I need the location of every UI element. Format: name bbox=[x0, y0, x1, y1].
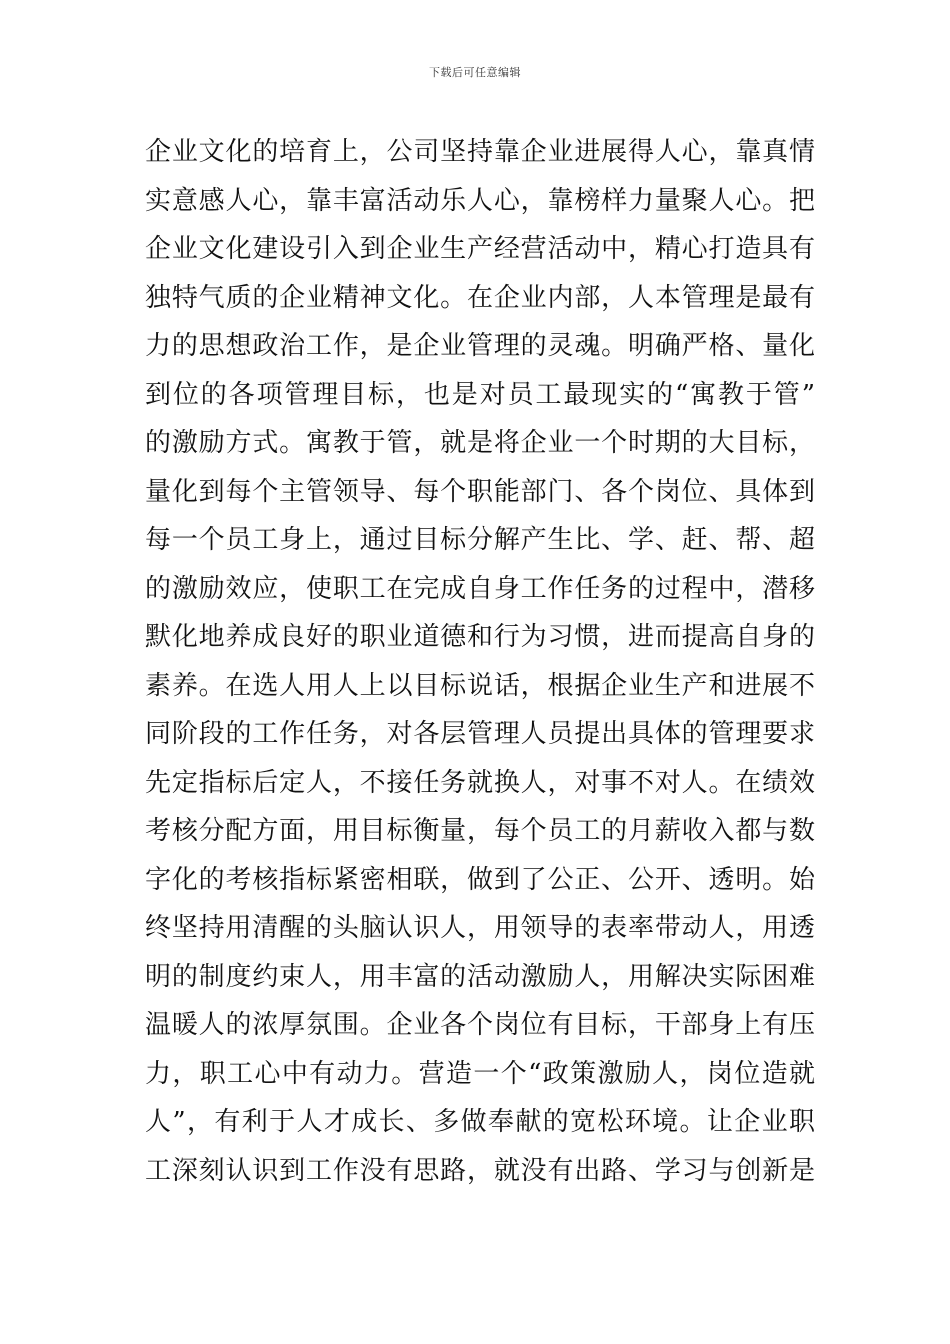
text-line: 每一个员工身上，通过目标分解产生比、学、赶、帮、超 bbox=[145, 525, 815, 555]
text-line: 企业文化建设引入到企业生产经营活动中，精心打造具有 bbox=[145, 234, 815, 264]
header-note: 下载后可任意编辑 bbox=[429, 66, 521, 79]
text-line: 终坚持用清醒的头脑认识人，用领导的表率带动人，用透 bbox=[145, 913, 815, 943]
text-line: 的激励效应，使职工在完成自身工作任务的过程中，潜移 bbox=[145, 573, 815, 604]
text-line: 先定指标后定人，不接任务就换人，对事不对人。在绩效 bbox=[145, 767, 815, 798]
text-line: 独特气质的企业精神文化。在企业内部，人本管理是最有 bbox=[145, 282, 815, 313]
text-line: 同阶段的工作任务，对各层管理人员提出具体的管理要求 bbox=[145, 719, 815, 749]
text-line: 默化地养成良好的职业道德和行为习惯，进而提高自身的 bbox=[145, 622, 815, 652]
text-line: 到位的各项管理目标，也是对员工最现实的“寓教于管” bbox=[145, 379, 815, 410]
text-line: 温暖人的浓厚氛围。企业各个岗位有目标，干部身上有压 bbox=[145, 1010, 815, 1040]
text-line: 企业文化的培育上，公司坚持靠企业进展得人心，靠真情 bbox=[145, 137, 815, 167]
text-line: 工深刻认识到工作没有思路，就没有出路、学习与创新是 bbox=[145, 1155, 815, 1186]
text-line: 的激励方式。寓教于管，就是将企业一个时期的大目标， bbox=[145, 428, 815, 458]
text-line: 明的制度约束人，用丰富的活动激励人，用解决实际困难 bbox=[145, 961, 815, 992]
text-line: 量化到每个主管领导、每个职能部门、各个岗位、具体到 bbox=[145, 476, 815, 507]
text-line: 实意感人心，靠丰富活动乐人心，靠榜样力量聚人心。把 bbox=[145, 185, 815, 216]
text-line: 字化的考核指标紧密相联，做到了公正、公开、透明。始 bbox=[145, 864, 815, 895]
text-line: 素养。在选人用人上以目标说话，根据企业生产和进展不 bbox=[145, 670, 815, 701]
text-line: 力的思想政治工作，是企业管理的灵魂。明确严格、量化 bbox=[145, 331, 815, 361]
text-line: 人”，有利于人才成长、多做奉献的宽松环境。让企业职 bbox=[145, 1107, 815, 1137]
text-line: 考核分配方面，用目标衡量，每个员工的月薪收入都与数 bbox=[145, 816, 815, 846]
text-line: 力，职工心中有动力。营造一个“政策激励人，岗位造就 bbox=[145, 1058, 815, 1089]
document-body bbox=[145, 128, 815, 1195]
